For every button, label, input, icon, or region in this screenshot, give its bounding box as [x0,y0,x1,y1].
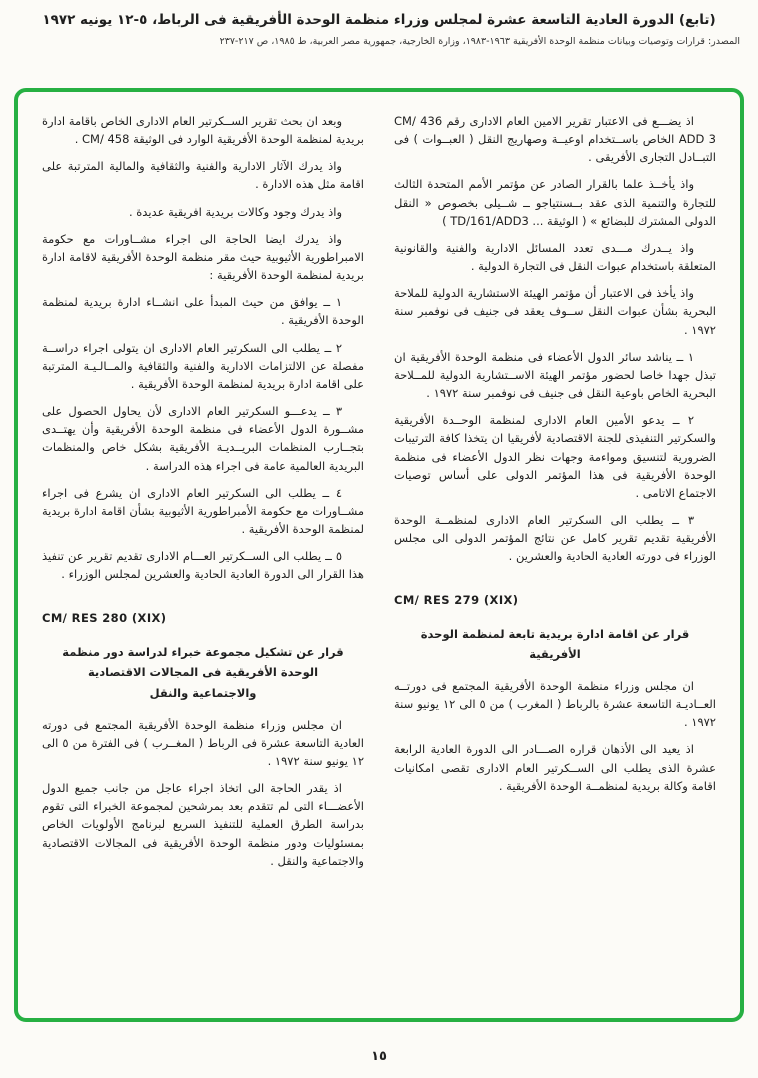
header-title: (تابع) الدورة العادية التاسعة عشرة لمجلس وزراء منظمة الوحدة الأفريقية فى الرباط، ٥-١٢ يونيه ١٩٧٢ [42,12,716,28]
paragraph: واذ يدرك ايضا الحاجة الى اجراء مشــاورات مع حكومة الامبراطورية الأثيوبية حيث مقر منظمة الوحدة الأفريقية لاقامة ادارة بريدية لمنظمة الوحدة الأفريقية : [42,231,364,283]
paragraph: اذ يقدر الحاجة الى اتخاذ اجراء عاجل من جانب جميع الدول الأعضـــاء التى لم تتقدم بعد بمرشحين لمجموعة الخبراء التى تقوم بدراسة الطرق العملية للتنفيذ السريع لبرنامج الأولويات الخاص بمسئوليات ودور منظمة الوحدة الأفريقية فى المجالات الاقتصادية والاجتماعية والنقل . [42,781,364,868]
page-number: ١٥ [371,1049,387,1064]
page-header [0,0,758,28]
numbered-clause: ٥ ــ يطلب الى الســكرتير العـــام الادارى تقديم تقرير عن تنفيذ هذا القرار الى الدورة العادية الحادية والعشرين لمجلس الوزراء . [42,549,364,582]
source-line: المصدر: قرارات وتوصيات وبيانات منظمة الوحدة الأفريقية ١٩٦٣-١٩٨٣، وزارة الخارجية، جمهورية مصر العربية، ط ١٩٨٥، ص ٢١٧-٢٣٧ [219,36,740,47]
paragraph: واذ يــدرك مـــدى تعدد المسائل الادارية والفنية والقانونية المتعلقة باستخدام عبوات النقل فى التجارة الدولية . [394,240,716,274]
resolution-reference: CM/ RES 279 (XIX) [394,593,519,608]
paragraph: ان مجلس وزراء منظمة الوحدة الأفريقية المجتمع فى دورتــه العــاديـة التاسعة عشرة بالرباط ( المغرب ) من ٥ الى ١٢ يونيو سنة ١٩٧٢ . [394,678,716,730]
paragraph: واذ يدرك وجود وكالات بريدية افريقية عديدة . [128,204,342,219]
resolution-reference: CM/ RES 280 (XIX) [42,611,167,626]
paragraph: اذ يعيد الى الأذهان قراره الصـــادر الى الدورة العادية الرابعة عشرة الذى يطلب الى الســكرتير العام الادارى تقصى امكانيات اقامة وكالة بريدية لمنظمــة الوحدة الأفريقية . [394,742,716,793]
numbered-clause: ٤ ــ يطلب الى السكرتير العام الادارى ان يشرع فى اجراء مشــاورات مع حكومة الأمبراطورية الأثيوبية بشأن اقامة ادارة بريدية لمنظمة الوحدة الأفريقية . [42,485,364,536]
numbered-clause: ٣ ــ يدعـــو السكرتير العام الادارى لأن يحاول الحصول على مشــورة الدول الأعضاء فى منظمة الوحدة الأفريقية وأن يهتــدى بتجــارب المنظمات البريــديـة الأفريقية بشكل خاص والمنظمات البريدية العالمية عامة فى اجراء هذه الدراسة . [42,404,364,473]
right-column [394,112,716,1002]
numbered-clause: ١ ــ يوافق من حيث المبدأ على انشــاء ادارة بريدية لمنظمة الوحدة الأفريقية . [42,295,364,328]
paragraph: ان مجلس وزراء منظمة الوحدة الأفريقية المجتمع فى دورته العادية التاسعة عشرة فى الرباط ( المغــرب ) فى الفترة من ٥ الى ١٢ يونيو سنة ١٩٧٢ . [42,717,364,768]
resolution-title: قرار عن اقامة ادارة بريدية تابعة لمنظمة الوحدة الأفريقية [420,626,690,662]
paragraph: اذ يضـــع فى الاعتبار تقرير الامين العام الادارى رقم CM/ 436 ADD 3 الخاص باســتخدام اوعيــة وصهاريج النقل ( العبــوات ) فى التبــادل التجارى الأفريقى . [394,114,716,165]
resolution-title: قرار عن تشكيل مجموعة خبراء لدراسة دور منظمة الوحدة الأفريقية فى المجالات الاقتصادية والاجتماعية والنقل [62,644,344,700]
numbered-clause: ٢ ــ يطلب الى السكرتير العام الادارى ان يتولى اجراء دراســة مفصلة عن الالتزامات الادارية والفنية والثقافية والمــالـيـة المترتبة على اقامة ادارة بريدية لمنظمة الوحدة الأفريقية . [42,340,364,391]
numbered-clause: ٢ ــ يدعو الأمين العام الادارى لمنظمة الوحــدة الأفريقية والسكرتير التنفيذى للجنة الاقتصادية لأفريقيا ان يتخذا كافة الترتيبات الضرورية لتنسيق ومواءمة وجهات نظر الدول الأعضاء فى منظمة الوحدة الأفريقية فى هذا المؤتمر الدولى على أساس توصيات الاجتماع الاتامى . [394,413,716,500]
content-border-box [14,88,744,1022]
left-column [42,112,364,1002]
paragraph: واذ يدرك الآثار الادارية والفنية والثقافية والمالية المترتبة على اقامة مثل هذه الادارة . [42,159,364,192]
numbered-clause: ٣ ــ يطلب الى السكرتير العام الادارى لمنظمــة الوحدة الأفريقية تقديم تقرير كامل عن نتائج المؤتمر الدولى الى مجلس الوزراء فى دورته العادية الحادية والعشرين . [394,512,716,564]
numbered-clause: ١ ــ يناشد سائر الدول الأعضاء فى منظمة الوحدة الأفريقية ان تبذل جهدا خاصا لحضور مؤتمر الهيئة الاســتشارية الدولية للمــلاحة البحرية الخاص باوعية النقل فى جنيف فى نوفمبر سنة ١٩٧٢ . [394,349,716,401]
paragraph: واذ يأخذ فى الاعتبار أن مؤتمر الهيئة الاستشارية الدولية للملاحة البحرية بشأن عبوات النقل ســوف يعقد فى جنيف فى نوفمبر سنة ١٩٧٢ . [394,286,716,337]
paragraph: وبعد ان بحث تقرير الســكرتير العام الادارى الخاص باقامة ادارة بريدية لمنظمة الوحدة الأفريقية الوارد فى الوثيقة CM/ 458 . [42,114,364,147]
paragraph: واذ يأخــذ علما بالقرار الصادر عن مؤتمر الأمم المتحدة الثالث للتجارة والتنمية الذى عقد بــسنتياجو ــ شــيلى بخصوص « النقل الدولى المشترك للبضائع » ( الوثيقة ... TD/161/ADD3 ) [394,177,716,228]
